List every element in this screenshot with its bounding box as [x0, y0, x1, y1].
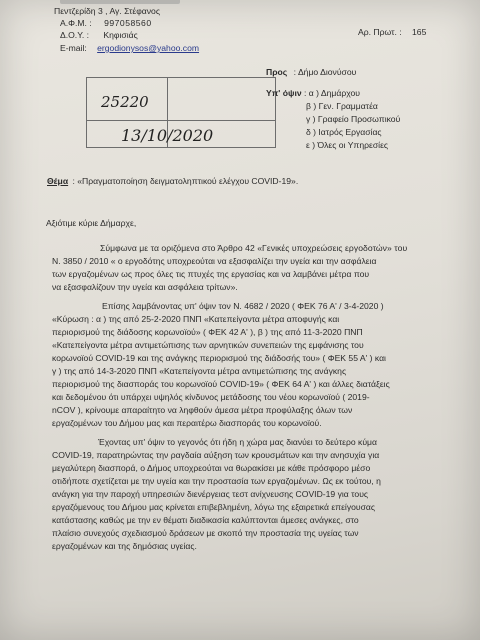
to-value: : Δήμο Διονύσου — [293, 67, 357, 77]
subject-label: Θέμα — [47, 176, 69, 186]
stamp-handwritten-number: 25220 — [101, 93, 149, 111]
salutation: Αξιότιμε κύριε Δήμαρχε, — [46, 218, 137, 228]
body-line: εργαζομένων του Δήμου μας και περαιτέρω διασποράς του κορωνοϊού. — [52, 418, 322, 428]
body-line: των εργαζομένων ως προς όλες τις πτυχές της εργασίας και να λαμβάνει μέτρα που — [52, 269, 370, 279]
body-line: Επίσης λαμβάνοντας υπ' όψιν τον Ν. 4682 / 2020 ( ΦΕΚ 76 Α' / 3-4-2020 ) — [102, 301, 384, 311]
doy-label: Δ.Ο.Υ. : — [60, 30, 89, 40]
header-email — [60, 43, 199, 54]
protocol-number — [358, 27, 426, 38]
body-line: nCOV ), κρίνουμε απαραίτητο να ληφθούν άμεσα μέτρα προφύλαξης όλων των — [52, 405, 353, 415]
body-line: κατάστασης καθώς με την εν θέματι διαδικασία καλύπτονται άμεσες ανάγκες, στο — [52, 515, 359, 525]
to-label: Προς — [266, 67, 288, 77]
subject-text: : «Πραγματοποίηση δειγματοληπτικού ελέγχου COVID-19». — [72, 176, 299, 186]
body-line: μεγαλύτερη διασπορά, ο Δήμος υποχρεούται να θωρακίσει με κάθε πρόσφορο μέσο — [52, 463, 371, 473]
body-line: και δεδομένου ότι υπάρχει υψηλός κίνδυνος μετάδοσης του νέου κορωνοϊού ( 2019- — [52, 392, 370, 402]
body-line: εργαζομένων και της δημόσιας υγείας. — [52, 541, 197, 551]
body-line: κορωνοϊού COVID-19 και της ανάγκης περιορισμού της διάδοσής του» ( ΦΕΚ 55 Α' ) και — [52, 353, 386, 363]
email-link[interactable]: ergodionysos@yahoo.com — [97, 43, 200, 53]
body-line: να εξασφαλίζουν την υγεία και ασφάλεια τρίτων». — [52, 282, 238, 292]
body-line: «Κατεπείγοντα μέτρα αντιμετώπισης των αρνητικών συνεπειών της εμφάνισης του — [52, 340, 364, 350]
header-afm — [60, 18, 152, 29]
cc-item: γ ) Γραφείο Προσωπικού — [306, 114, 401, 124]
doy-value: Κηφισιάς — [103, 30, 138, 40]
body-line: εργαζόμενους του Δήμου μας κρίνεται επιβεβλημένη, λόγω της εξαιρετικά επείγουσας — [52, 502, 376, 512]
body-line: γ ) της από 14-3-2020 ΠΝΠ «Κατεπείγοντα μέτρα αντιμετώπισης της ανάγκης — [52, 366, 347, 376]
body-line: Έχοντας υπ' όψιν το γεγονός ότι ήδη η χώρα μας διανύει το δεύτερο κύμα — [98, 437, 377, 447]
cc-label: Υπ' όψιν — [266, 88, 302, 98]
body-line: οτιδήποτε σχετίζεται με την υγεία και την προστασία των εργαζομένων. Ως εκ τούτου, η — [52, 476, 381, 486]
cc-item: β ) Γεν. Γραμματέα — [306, 101, 378, 111]
stamp-handwritten-date: 13/10/2020 — [121, 126, 214, 145]
protocol-label: Αρ. Πρωτ. : — [358, 27, 402, 37]
body-line: COVID-19, παρατηρώντας την ραγδαία αύξηση των κρουσμάτων και την ανησυχία για — [52, 450, 380, 460]
stamp-divider-horizontal — [87, 120, 275, 121]
cc-item: : α ) Δημάρχου — [304, 88, 360, 98]
body-line: περιορισμού της διασποράς του κορωνοϊού COVID-19» ( ΦΕΚ 64 Α' ) και άλλες διατάξεις — [52, 379, 390, 389]
recipient-to — [266, 67, 356, 78]
cc-item: ε ) Όλες οι Υπηρεσίες — [306, 140, 389, 150]
body-line: περιορισμού της διάδοσης κορωνοϊού» ( ΦΕΚ 42 Α' ), β ) της από 11-3-2020 ΠΝΠ — [52, 327, 363, 337]
header-doy — [60, 30, 138, 41]
registration-stamp — [86, 77, 276, 148]
body-line: Ν. 3850 / 2010 « ο εργοδότης υποχρεούται να εξασφαλίζει την υγεία και την ασφάλεια — [52, 256, 377, 266]
afm-label: Α.Φ.Μ. : — [60, 18, 92, 28]
protocol-value: 165 — [412, 27, 427, 37]
afm-value: 997058560 — [104, 18, 152, 28]
body-line: Σύμφωνα με τα οριζόμενα στο Άρθρο 42 «Γενικές υποχρεώσεις εργοδοτών» του — [100, 243, 408, 253]
body-line: ανάγκη για την παροχή υπηρεσιών διενέργειας τεστ ανίχνευσης COVID-19 για τους — [52, 489, 369, 499]
body-line: «Κύρωση : α ) της από 25-2-2020 ΠΝΠ «Κατεπείγοντα μέτρα αποφυγής και — [52, 314, 340, 324]
subject-line — [47, 176, 298, 187]
cc-item: δ ) Ιατρός Εργασίας — [306, 127, 382, 137]
header-cut-off-line — [60, 0, 180, 4]
body-line: πλαίσιο συνεχούς σχεδιασμού δράσεων με σκοπό την προστασία της υγείας των — [52, 528, 359, 538]
header-address — [54, 6, 160, 17]
address-text: Πεντζερίδη 3 , Αγ. Στέφανος — [54, 6, 160, 16]
email-label: E-mail: — [60, 43, 87, 53]
